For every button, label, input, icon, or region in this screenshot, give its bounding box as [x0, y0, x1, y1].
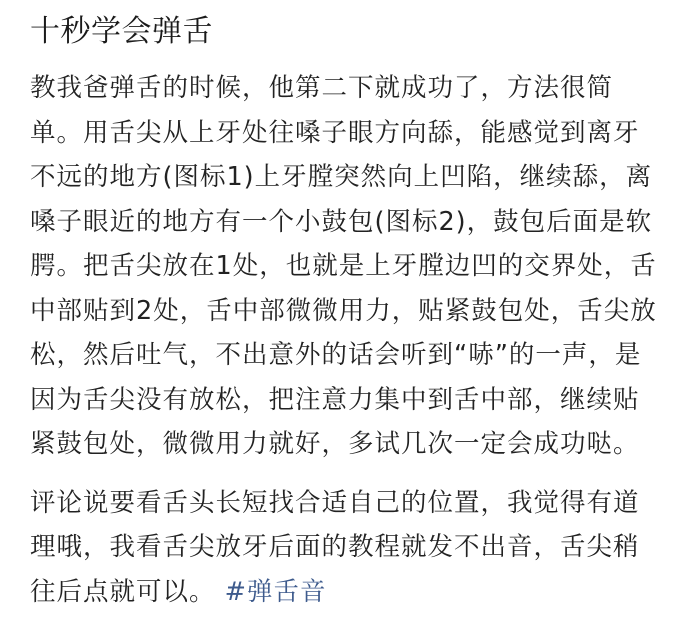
post-paragraph-1: 教我爸弹舌的时候，他第二下就成功了，方法很简单。用舌尖从上牙处往嗓子眼方向舔，能感觉到离牙不远的地方(图标1)上牙膛突然向上凹陷，继续舔，离嗓子眼近的地方有一个小鼓包(图标2)，鼓包后面是软腭。把舌尖放在1处，也就是上牙膛边凹的交界处，舌中部贴到2处，舌中部微微用力，贴紧鼓包处，舌尖放松，然后吐气，不出意外的话会听到“哧”的一声，是因为舌尖没有放松，把注意力集中到舌中部，继续贴紧鼓包处，微微用力就好，多试几次一定会成功哒。: [30, 73, 657, 459]
post-paragraph-2: [30, 481, 662, 615]
post-title: 十秒学会弹舌: [30, 14, 213, 49]
hashtag-link[interactable]: #弹舌音: [224, 576, 327, 607]
post-paragraph-2-text: 评论说要看舌头长短找合适自己的位置，我觉得有道理哦，我看舌尖放牙后面的教程就发不出音，舌尖稍往后点就可以。: [30, 487, 640, 607]
